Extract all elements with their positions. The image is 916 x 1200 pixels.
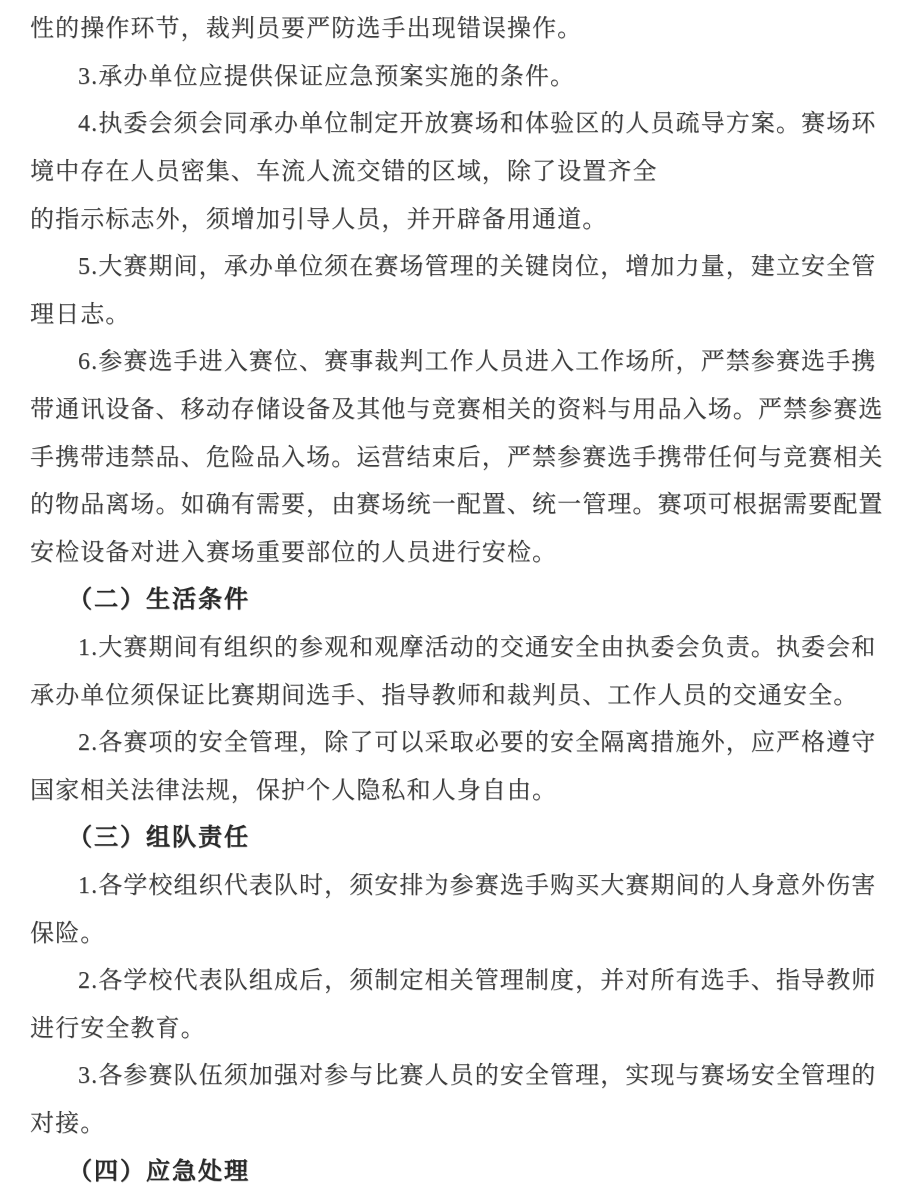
text-line: 理日志。 xyxy=(30,301,131,328)
text-line: 6.参赛选手进入赛位、赛事裁判工作人员进入工作场所，严禁参赛选手携 xyxy=(78,349,877,376)
text-line: 安检设备对进入赛场重要部位的人员进行安检。 xyxy=(30,539,558,566)
section-heading: （三）组队责任 xyxy=(68,825,250,852)
document-page xyxy=(30,2,886,1192)
text-line: 3.各参赛队伍须加强对参与比赛人员的安全管理，实现与赛场安全管理的 xyxy=(78,1063,877,1090)
text-line: 性的操作环节，裁判员要严防选手出现错误操作。 xyxy=(30,16,583,43)
text-line: 带通讯设备、移动存储设备及其他与竞赛相关的资料与用品入场。严禁参赛选 xyxy=(30,397,884,424)
section-heading: （二）生活条件 xyxy=(68,587,250,614)
text-line: 境中存在人员密集、车流人流交错的区域，除了设置齐全 xyxy=(30,159,658,186)
text-line: 保险。 xyxy=(30,920,106,947)
text-line: 国家相关法律法规，保护个人隐私和人身自由。 xyxy=(30,777,558,804)
text-line: 的指示标志外，须增加引导人员，并开辟备用通道。 xyxy=(30,206,608,233)
text-line: 4.执委会须会同承办单位制定开放赛场和体验区的人员疏导方案。赛场环 xyxy=(78,111,877,138)
text-line: 2.各赛项的安全管理，除了可以采取必要的安全隔离措施外，应严格遵守 xyxy=(78,730,877,757)
document-lines xyxy=(30,2,886,1192)
text-line: 5.大赛期间，承办单位须在赛场管理的关键岗位，增加力量，建立安全管 xyxy=(78,254,877,281)
text-line: 3.承办单位应提供保证应急预案实施的条件。 xyxy=(78,63,576,90)
text-line: 的物品离场。如确有需要，由赛场统一配置、统一管理。赛项可根据需要配置 xyxy=(30,492,884,519)
text-line: 承办单位须保证比赛期间选手、指导教师和裁判员、工作人员的交通安全。 xyxy=(30,682,859,709)
text-line: 手携带违禁品、危险品入场。运营结束后，严禁参赛选手携带任何与竞赛相关 xyxy=(30,444,884,471)
text-line: 1.各学校组织代表队时，须安排为参赛选手购买大赛期间的人身意外伤害 xyxy=(78,872,877,899)
text-line: 进行安全教育。 xyxy=(30,1015,206,1042)
text-line: 2.各学校代表队组成后，须制定相关管理制度，并对所有选手、指导教师 xyxy=(78,968,877,995)
text-line: 对接。 xyxy=(30,1110,106,1137)
text-line: 1.大赛期间有组织的参观和观摩活动的交通安全由执委会负责。执委会和 xyxy=(78,635,877,662)
section-heading: （四）应急处理 xyxy=(68,1158,250,1185)
